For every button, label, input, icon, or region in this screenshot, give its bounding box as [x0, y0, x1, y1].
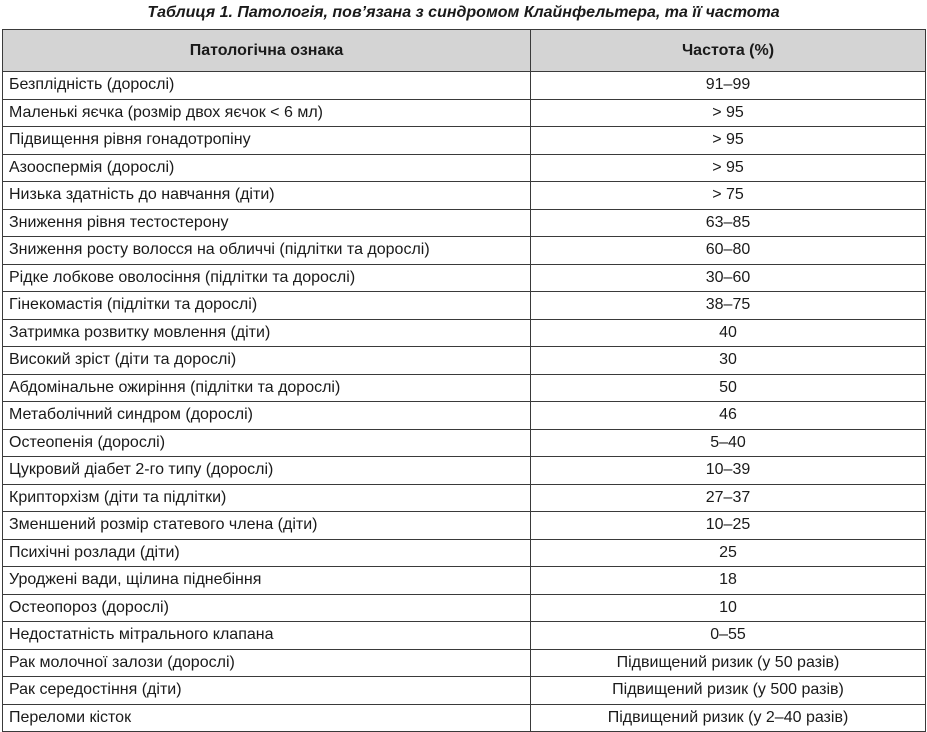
cell-frequency: 10–39 [531, 457, 926, 485]
cell-frequency: Підвищений ризик (у 2–40 разів) [531, 704, 926, 732]
cell-feature: Азооспермія (дорослі) [3, 154, 531, 182]
cell-feature: Недостатність мітрального клапана [3, 622, 531, 650]
cell-feature: Низька здатність до навчання (діти) [3, 182, 531, 210]
column-header-frequency: Частота (%) [531, 30, 926, 72]
table-caption: Таблиця 1. Патологія, пов’язана з синдромом Клайнфельтера, та її частота [147, 4, 780, 21]
cell-frequency: 18 [531, 567, 926, 595]
table-row [3, 374, 926, 402]
table-row [3, 539, 926, 567]
table-row [3, 567, 926, 595]
cell-feature: Метаболічний синдром (дорослі) [3, 402, 531, 430]
table-row [3, 182, 926, 210]
table-row [3, 429, 926, 457]
table-row [3, 347, 926, 375]
cell-frequency: 10–25 [531, 512, 926, 540]
cell-feature: Безплідність (дорослі) [3, 72, 531, 100]
cell-feature: Рідке лобкове оволосіння (підлітки та дорослі) [3, 264, 531, 292]
pathology-frequency-table [2, 29, 926, 732]
cell-feature: Затримка розвитку мовлення (діти) [3, 319, 531, 347]
cell-frequency: 25 [531, 539, 926, 567]
cell-frequency: 27–37 [531, 484, 926, 512]
table-row [3, 457, 926, 485]
cell-feature: Маленькі яєчка (розмір двох яєчок < 6 мл) [3, 99, 531, 127]
cell-feature: Психічні розлади (діти) [3, 539, 531, 567]
cell-frequency: 40 [531, 319, 926, 347]
cell-feature: Підвищення рівня гонадотропіну [3, 127, 531, 155]
table-row [3, 677, 926, 705]
cell-feature: Зменшений розмір статевого члена (діти) [3, 512, 531, 540]
table-row [3, 154, 926, 182]
table-body [3, 72, 926, 732]
cell-feature: Крипторхізм (діти та підлітки) [3, 484, 531, 512]
cell-frequency: 10 [531, 594, 926, 622]
cell-feature: Переломи кісток [3, 704, 531, 732]
table-row [3, 319, 926, 347]
table-row [3, 484, 926, 512]
cell-feature: Зниження росту волосся на обличчі (підлітки та дорослі) [3, 237, 531, 265]
cell-feature: Остеопенія (дорослі) [3, 429, 531, 457]
cell-feature: Рак середостіння (діти) [3, 677, 531, 705]
cell-frequency: Підвищений ризик (у 50 разів) [531, 649, 926, 677]
cell-feature: Уроджені вади, щілина піднебіння [3, 567, 531, 595]
cell-feature: Зниження рівня тестостерону [3, 209, 531, 237]
cell-feature: Високий зріст (діти та дорослі) [3, 347, 531, 375]
table-row [3, 512, 926, 540]
table-row [3, 99, 926, 127]
table-row [3, 264, 926, 292]
cell-frequency: 63–85 [531, 209, 926, 237]
cell-frequency: > 95 [531, 99, 926, 127]
cell-frequency: 60–80 [531, 237, 926, 265]
cell-feature: Рак молочної залози (дорослі) [3, 649, 531, 677]
table-row [3, 237, 926, 265]
cell-frequency: 38–75 [531, 292, 926, 320]
cell-feature: Цукровий діабет 2-го типу (дорослі) [3, 457, 531, 485]
table-row [3, 402, 926, 430]
table-row [3, 292, 926, 320]
cell-frequency: 30 [531, 347, 926, 375]
cell-frequency: Підвищений ризик (у 500 разів) [531, 677, 926, 705]
cell-frequency: 30–60 [531, 264, 926, 292]
table-row [3, 649, 926, 677]
table-header-row [3, 30, 926, 72]
cell-frequency: 0–55 [531, 622, 926, 650]
cell-frequency: 91–99 [531, 72, 926, 100]
table-row [3, 209, 926, 237]
cell-frequency: 5–40 [531, 429, 926, 457]
cell-frequency: 50 [531, 374, 926, 402]
cell-frequency: > 95 [531, 127, 926, 155]
column-header-feature: Патологічна ознака [3, 30, 531, 72]
cell-frequency: 46 [531, 402, 926, 430]
table-row [3, 72, 926, 100]
cell-feature: Остеопороз (дорослі) [3, 594, 531, 622]
table-row [3, 127, 926, 155]
cell-frequency: > 95 [531, 154, 926, 182]
table-row [3, 622, 926, 650]
cell-feature: Гінекомастія (підлітки та дорослі) [3, 292, 531, 320]
cell-feature: Абдомінальне ожиріння (підлітки та дорослі) [3, 374, 531, 402]
cell-frequency: > 75 [531, 182, 926, 210]
table-row [3, 594, 926, 622]
table-row [3, 704, 926, 732]
